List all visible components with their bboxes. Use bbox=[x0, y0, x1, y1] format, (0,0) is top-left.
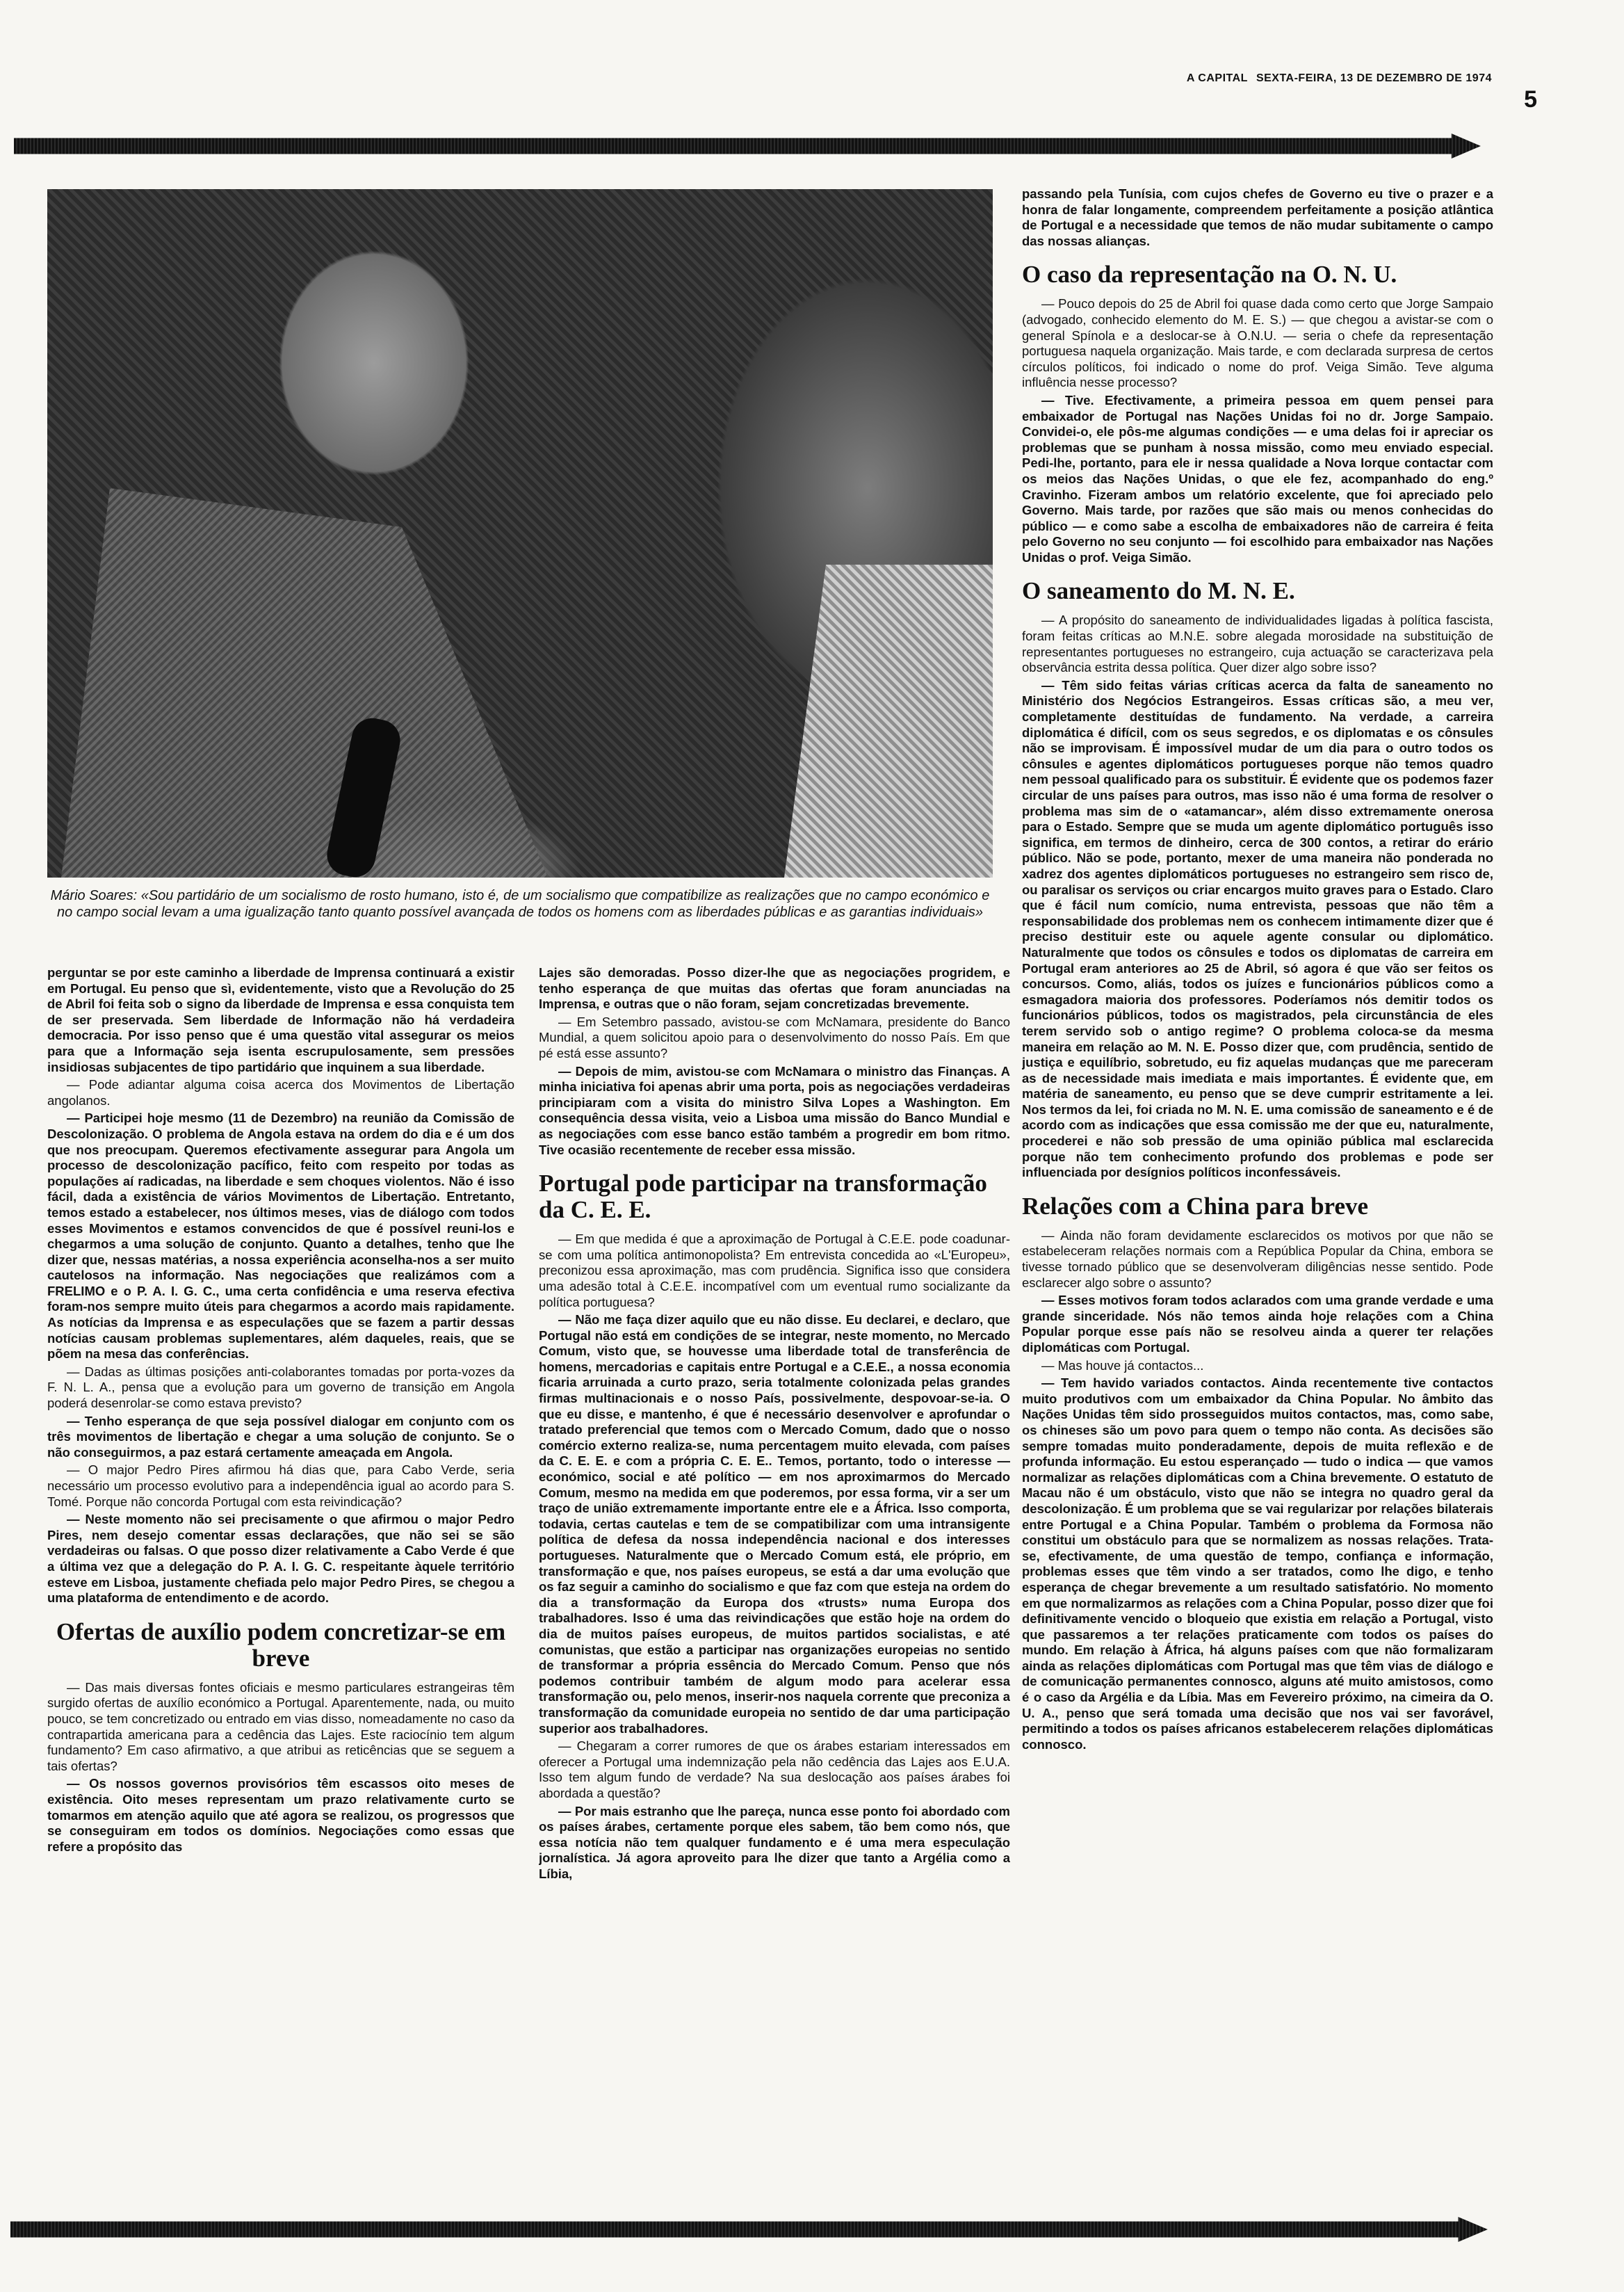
paragraph: perguntar se por este caminho a liberdade de Imprensa continuará a existir em Portugal. Eu penso que sì, evidentemente, visto que a Revolução do 25 de Abril foi feita sob o signo da liberdade de Imprensa e essa conquista tem de ser preservada. Sem liberdade de Informação não há verdadeira democracia. Por isso penso que é uma questão vital assegurar os meios para que a Informação seja isenta escrupulosamente, sem pressões insidiosas subjacentes de tipo partidário que inquinem a sua liberdade. bbox=[47, 965, 514, 1074]
answer: — Participei hoje mesmo (11 de Dezembro) na reunião da Comissão de Descolonização. O problema de Angola estava na ordem do dia e é um dos que nos preocupam. Queremos efectivamente assegurar para Angola um processo de descolonização pacífico, feito com respeito por todas as populações aí radicadas, na liberdade e sem choques violentos. Não é isso fácil, dada a existência de vários Movimentos de Libertação. Entretanto, temos estado a estabelecer, nos últimos meses, vias de diálogo com todos esses Movimentos e estamos convencidos de que é possível reuni-los e chegarmos a uma solução de conjunto. Quanto a detalhes, tenho que lhe dizer que, nessas matérias, a nossa experiência aconselha-nos a ser muito cautelosos na informação. Nas negociações que realizámos com a FRELIMO e o P. A. I. G. C., uma certa confidência e uma reserva efectiva foram-nos sempre muito úteis para chegarmos a acordo mais rapidamente. As notícias da Imprensa e as especulações que se fazem a partir dessas notícias causam problemas suplementares, além daqueles, reais, que se põem na mesa das conferências. bbox=[47, 1111, 514, 1362]
interview-photo bbox=[47, 189, 993, 878]
question: — Das mais diversas fontes oficiais e mesmo particulares estrangeiras têm surgido ofertas de auxílio económico a Portugal. Aparentemente, nada, ou muito pouco, se tem concretizado ou entrado em vias disso, nomeadamente no caso da contrapartida americana para a cedência das Lajes. Este raciocínio tem algum fundamento? Em caso afirmativo, a que atribui as reticências que se seguem a tais ofertas? bbox=[47, 1679, 514, 1773]
section-heading: Ofertas de auxílio podem concretizar-se em breve bbox=[56, 1617, 506, 1672]
answer: — Os nossos governos provisórios têm escassos oito meses de existência. Oito meses representam um prazo relativamente curto se tomarmos em atenção aquilo que até agora se realizou, os progressos que se conseguiram em todos os domínios. Negociações como essas que refere a propósito das bbox=[47, 1776, 514, 1854]
issue-date: SEXTA-FEIRA, 13 DE DEZEMBRO DE 1974 bbox=[1256, 72, 1492, 84]
column-2 bbox=[539, 965, 1010, 2196]
section-heading: Relações com a China para breve bbox=[1022, 1192, 1369, 1220]
section-heading: Portugal pode participar na transformação da C. E. E. bbox=[539, 1170, 987, 1224]
question: — A propósito do saneamento de individualidades ligadas à política fascista, foram feitas críticas ao M.N.E. sobre alegada morosidade na substituição de representantes portugueses no estrangeiro, cuja actuação se caracterizava pela observância estrita dessa política. Quer dizer algo sobre isso? bbox=[1022, 613, 1493, 675]
column-1 bbox=[47, 965, 514, 2196]
answer: — Tenho esperança de que seja possível dialogar em conjunto com os três movimentos de libertação e chegar a uma solução de conjunto. Se o não conseguirmos, a paz estará certamente ameaçada em Angola. bbox=[47, 1413, 514, 1460]
question: — Pode adiantar alguma coisa acerca dos Movimentos de Libertação angolanos. bbox=[47, 1077, 514, 1108]
answer: — Por mais estranho que lhe pareça, nunca esse ponto foi abordado com os países árabes, certamente porque eles sabem, tão bem como nós, que essa notícia não tem qualquer fundamento e é uma mera especulação jornalística. Já agora aproveito para lhe dizer que tanto a Argélia como a Líbia, bbox=[539, 1803, 1010, 1881]
question: — Dadas as últimas posições anti-colaborantes tomadas por porta-vozes da F. N. L. A., pensa que a evolução para um governo de transição em Angola poderá desenrolar-se como estava previsto? bbox=[47, 1364, 514, 1411]
answer: — Tive. Efectivamente, a primeira pessoa em quem pensei para embaixador de Portugal nas Nações Unidas foi no dr. Jorge Sampaio. Convidei-o, ele pôs-me algumas condições — e uma delas foi ir apreciar os problemas que se punham à nossa missão, como meu enviado especial. Pedi-lhe, portanto, para ele ir nessa qualidade a Nova Iorque contactar com os meios das Nações Unidas, o que ele fez, acompanhado do eng.º Cravinho. Fizeram ambos um relatório excelente, que foi apreciado pelo Governo. Mais tarde, por razões que são mais ou menos conhecidas do público — e como sabe a escolha de embaixadores não de carreira é feita pelo Governo no seu conjunto — foi escolhido para embaixador nas Nações Unidas o prof. Veiga Simão. bbox=[1022, 392, 1493, 565]
question: — Em que medida é que a aproximação de Portugal à C.E.E. pode coadunar-se com uma política antimonopolista? Em entrevista concedida ao «L'Europeu», preconizou essa aproximação, mas com prudência. Significa isso que considera uma adesão total à C.E.E. incompatível com um eventual rumo socializante da política portuguesa? bbox=[539, 1232, 1010, 1309]
section-heading: O saneamento do M. N. E. bbox=[1022, 577, 1295, 605]
paragraph: Lajes são demoradas. Posso dizer-lhe que as negociações progridem, e tenho esperança de que muitas das ofertas que foram anunciadas na Imprensa, e outras que o não foram, sejam concretizadas brevemente. bbox=[539, 965, 1010, 1012]
page-number: 5 bbox=[1524, 86, 1537, 113]
photo-caption: Mário Soares: «Sou partidário de um socialismo de rosto humano, isto é, de um socialismo que compatibilize as realizações que no campo económico e no campo social levam a uma igualização tanto quanto possível avançada de todos os homens com as liberdades públicas e as garantias individuais» bbox=[50, 888, 990, 920]
question: — Mas houve já contactos... bbox=[1041, 1357, 1204, 1373]
question: — O major Pedro Pires afirmou há dias que, para Cabo Verde, seria necessário um processo evolutivo para a independência igual ao acordo para S. Tomé. Porque não concorda Portugal com esta reivindicação? bbox=[47, 1462, 514, 1509]
question: — Em Setembro passado, avistou-se com McNamara, presidente do Banco Mundial, a quem solicitou apoio para o desenvolvimento do nosso País. Em que pé está esse assunto? bbox=[539, 1014, 1010, 1060]
column-3 bbox=[1022, 186, 1493, 2196]
answer: — Esses motivos foram todos aclarados com uma grande verdade e uma grande sinceridade. Nós não temos ainda hoje relações com a China Popular porque esse país não se resolveu ainda a querer ter relações diplomáticas com Portugal. bbox=[1022, 1293, 1493, 1355]
question: — Chegaram a correr rumores de que os árabes estariam interessados em oferecer a Portugal uma indemnização pela não cedência das Lajes aos E.U.A. Isso tem algum fundo de verdade? Na sua deslocação aos países árabes foi abordada a questão? bbox=[539, 1738, 1010, 1800]
answer: — Têm sido feitas várias críticas acerca da falta de saneamento no Ministério dos Negócios Estrangeiros. Essas críticas são, a meu ver, completamente destituídas de fundamento. Na verdade, a carreira diplomática é difícil, com os seus segredos, e os diplomatas e os cônsules não se improvisam. É impossível mudar de um dia para o outro todos os cônsules e agentes diplomáticos portugueses porque não temos quadro nem pessoal qualificado para os substituir. É evidente que os podemos fazer circular de uns países para outros, mas isso não é uma forma de resolver o problema mas sim de o «atamancar», além disso extremamente onerosa para o Estado. Sempre que se muda um agente diplomático português isso significa, em termos de dinheiro, cerca de 300 contos, a retirar do erário público. Não se pode, portanto, mexer de uma maneira não ponderada no xadrez dos agentes diplomáticos portugueses no estrangeiro sem risco de, ou paralisar os serviços ou criar encargos muito graves para o Estado. Claro que é fácil num comício, numa entrevista, pessoas que não têm a responsabilidade dos problemas nem os conhecem intimamente dizer que é preciso destituir este ou aquele agente consular ou diplomático. Naturalmente que todos os cônsules e todos os diplomatas de carreira em Portugal eram anteriores ao 25 de Abril, só agora é que vão ser feitos os concursos. Como, aliás, todos os juízes e funcionários públicos como a esmagadora maioria dos professores. Poderíamos nós demitir todos os funcionários públicos, todos os magistrados, pela circunstância de eles terem servido sob o antigo regime? O problema coloca-se da mesma maneira em relação ao M. N. E. Posso dizer que, com prudência, sentido de justiça e equilíbrio, sobretudo, eu fiz aquelas mudanças que me pareceram as de necessidade mais imediata e mais importantes. É evidente que, em matéria de saneamento, eu penso que se deve cumprir estritamente a lei. Nos termos da lei, foi criada no M. N. E. uma comissão de saneamento e é de acordo com as indicações que essa comissão me der que eu, naturalmente, procederei e não sob pressão de uma opinião pública mal esclarecida porque não tem conhecimento profundo dos problemas e pode ser influenciada por desígnios políticos inconfessáveis. bbox=[1022, 677, 1493, 1180]
masthead bbox=[1187, 72, 1492, 85]
newspaper-name: A CAPITAL bbox=[1186, 72, 1248, 84]
answer: — Depois de mim, avistou-se com McNamara o ministro das Finanças. A minha iniciativa foi apenas abrir uma porta, pois as negociações verdadeiras principiaram com a visita do ministro Silva Lopes a Washington. Em consequência dessa visita, veio a Lisboa uma missão do Banco Mundial e as negociações com esse banco estão também a progredir em bom ritmo. Tive ocasião recentemente de receber essa missão. bbox=[539, 1063, 1010, 1157]
bottom-divider-rule bbox=[10, 2217, 1488, 2242]
answer: — Neste momento não sei precisamente o que afirmou o major Pedro Pires, nem desejo comentar essas declarações, que não sei se são verdadeiras ou falsas. O que posso dizer relativamente a Cabo Verde é que a última vez que a delegação do P. A. I. G. C. respeitante àquele território esteve em Lisboa, justamente chefiada pelo major Pedro Pires, se chegou a uma plataforma de entendimento e de acordo. bbox=[47, 1512, 514, 1606]
paragraph: passando pela Tunísia, com cujos chefes de Governo eu tive o prazer e a honra de falar longamente, compreendem perfeitamente a posição atlântica de Portugal e a necessidade que temos de não mudar subitamente o campo das nossas alianças. bbox=[1022, 186, 1493, 248]
photo-jacket-shape bbox=[61, 488, 548, 878]
question: — Ainda não foram devidamente esclarecidos os motivos por que não se estabeleceram relações normais com a República Popular da China, embora se tivesse tornado público que se desenvolveram diligências nesse sentido. Pode esclarecer algo sobre o assunto? bbox=[1022, 1227, 1493, 1290]
answer: — Não me faça dizer aquilo que eu não disse. Eu declarei, e declaro, que Portugal não está em condições de se integrar, neste momento, no Mercado Comum, visto que, se houvesse uma liberdade total de transferência de homens, mercadorias e capitais entre Portugal e a C.E.E., a nossa economia ficaria arruinada a curto prazo, seria totalmente colonizada pelas grandes firmas multinacionais e o nosso País, possivelmente, despovoar-se-ia. O que eu disse, e mantenho, é que é necessário desenvolver e aprofundar o tratado preferencial que temos com o Mercado Comum, dado que o nosso comércio externo realiza-se, numa percentagem muito elevada, com países da C. E. E. e com a própria C. E. E.. Temos, portanto, todo o interesse — económico, social e até político — em nos aproximarmos do Mercado Comum, mesmo na medida em que poderemos, por essa forma, vir a ser um traço de união extremamente importante entre ele e a África. Isso comporta, todavia, certas cautelas e tem de se compatibilizar com uma intransigente política de defesa da nossa independência nacional e dos interesses portugueses. Naturalmente que o Mercado Comum está, ele próprio, em transformação e que, nos países europeus, se está a dar uma evolução que os faz seguir a caminho do socialismo e que faz com que esteja na ordem do dia a transformação da Europa dos «trusts» numa Europa dos trabalhadores. Isso é uma das reivindicações que estão hoje na ordem do dia de muitos países europeus, de muitos partidos socialistas, e até comunistas, que estão a participar nas organizações europeias no sentido de transformar a própria essência do Mercado Comum. Penso que nós podemos contribuir também de algum modo para acelerar essa transformação ou, pelo menos, inserir-nos naquela corrente que preconiza a transformação da comunidade europeia no sentido de dar uma participação superior aos trabalhadores. bbox=[539, 1312, 1010, 1736]
top-divider-rule bbox=[14, 134, 1481, 159]
section-heading: O caso da representação na O. N. U. bbox=[1022, 261, 1397, 289]
question: — Pouco depois do 25 de Abril foi quase dada como certo que Jorge Sampaio (advogado, conhecido elemento do M. E. S.) — que chegou a avistar-se com o general Spínola e a deslocar-se à O.N.U. — seria o chefe da representação portuguesa naquela organização. Mais tarde, e com declarada surpresa de certos círculos políticos, foi indicado o nome do prof. Veiga Simão. Teve alguma influência nesse processo? bbox=[1022, 296, 1493, 390]
answer: — Tem havido variados contactos. Ainda recentemente tive contactos muito produtivos com um embaixador da China Popular. No âmbito das Nações Unidas têm sido prosseguidos muitos contactos, mas, como sabe, os chineses são um povo para quem o tempo não conta. As decisões são sempre tomadas muito ponderadamente, depois de muita reflexão e de profunda informação. Eu estou esperançado — tudo o indica — que vamos normalizar as relações diplomáticas com a China brevemente. O estatuto de Macau não é um obstáculo, visto que não se integra no quadro geral da descolonização. É um problema que se vai regularizar por relações bilaterais entre Portugal e a China Popular. Também o problema da Formosa não constitui um obstáculo para que se normalizem as nossas relações. Trata-se, efectivamente, de uma questão de tempo, confiança e informação, problemas esses que têm vindo a ser tratados, como lhe digo, e tenho esperança de chegar brevemente a um resultado satisfatório. No momento em que normalizarmos as relações com a China Popular, posso dizer que foi definitivamente vencido o bloqueio que existia em relação a Portugal, visto que passaremos a ter relações praticamente com todos os países do mundo. Em relação à África, há alguns países com que não formalizaram ainda as relações diplomáticas com Portugal mas que têm vias de diálogo e de comunicação permanentes connosco, alguns até muito amistosos, como é o caso da Argélia e da Líbia. Mas em Fevereiro próximo, na cimeira da O. U. A., penso que será tomada uma decisão que nos vai ser favorável, permitindo a todos os países africanos estabelecerem relações diplomáticas connosco. bbox=[1022, 1375, 1493, 1752]
photo-shirt-shape bbox=[784, 565, 993, 878]
